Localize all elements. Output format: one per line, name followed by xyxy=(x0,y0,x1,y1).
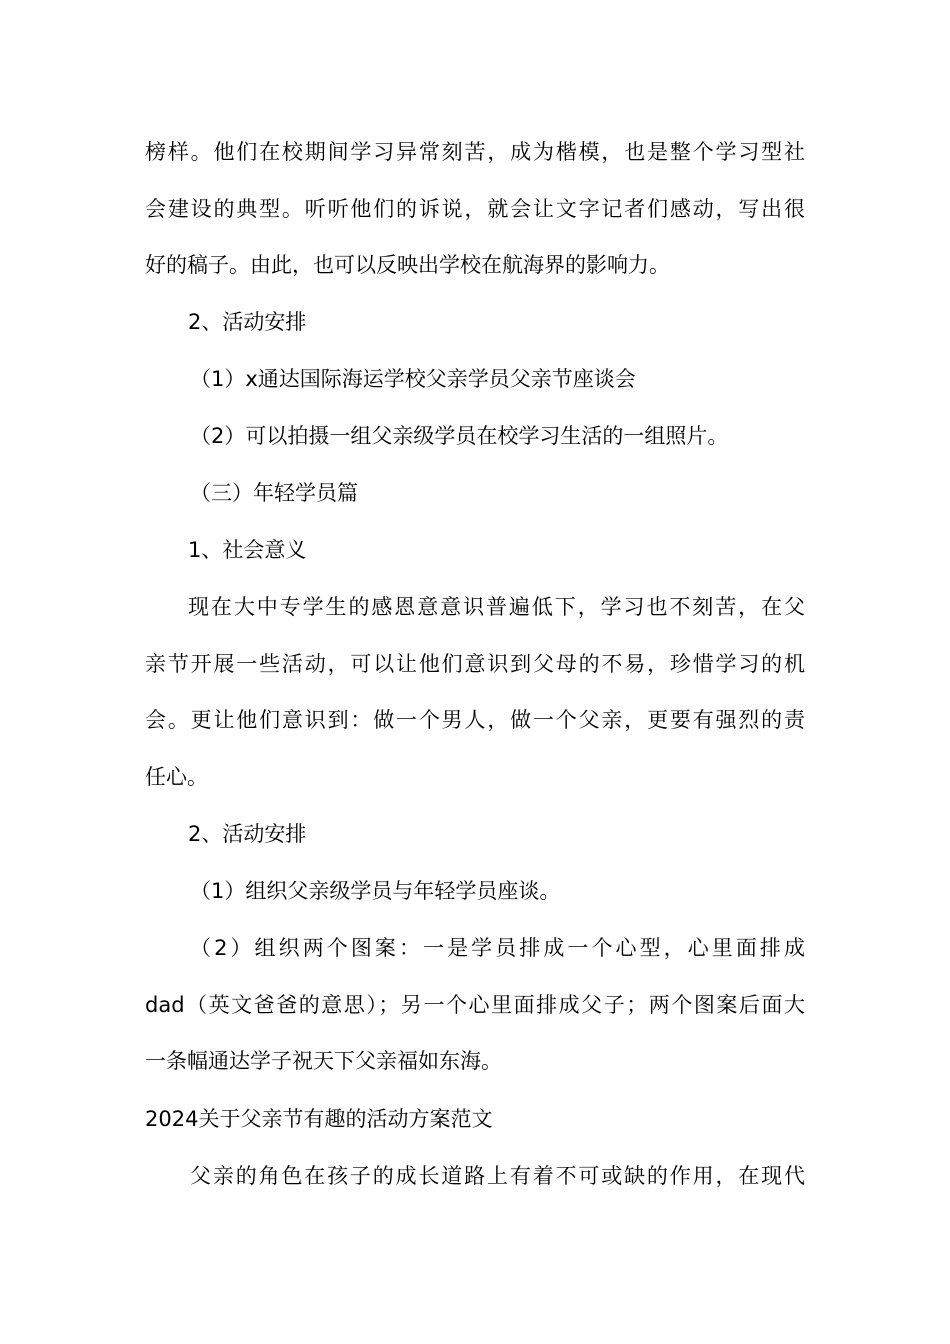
section-heading: 2、活动安排 xyxy=(188,822,307,846)
section-heading: （三）年轻学员篇 xyxy=(190,481,358,505)
list-item: （2）可以拍摄一组父亲级学员在校学习生活的一组照片。 xyxy=(190,424,729,448)
paragraph-line: 榜样。他们在校期间学习异常刻苦，成为楷模，也是整个学习型社 xyxy=(145,140,805,164)
paragraph-line: 会。更让他们意识到：做一个男人，做一个父亲，更要有强烈的责 xyxy=(145,708,805,732)
list-item: （2）组织两个图案：一是学员排成一个心型，心里面排成 xyxy=(190,936,805,960)
paragraph-line: 会建设的典型。听听他们的诉说，就会让文字记者们感动，写出很 xyxy=(145,197,805,221)
section-heading: 1、社会意义 xyxy=(188,538,307,562)
list-item: （1）组织父亲级学员与年轻学员座谈。 xyxy=(190,879,561,903)
paragraph-line: 任心。 xyxy=(145,765,208,789)
document-title: 2024关于父亲节有趣的活动方案范文 xyxy=(145,1107,493,1131)
paragraph-line: 父亲的角色在孩子的成长道路上有着不可或缺的作用，在现代 xyxy=(190,1164,805,1188)
list-item: （1）x通达国际海运学校父亲学员父亲节座谈会 xyxy=(190,367,636,391)
paragraph-line: 现在大中专学生的感恩意意识普遍低下，学习也不刻苦，在父 xyxy=(188,595,805,619)
section-heading: 2、活动安排 xyxy=(188,310,307,334)
paragraph-line: 一条幅通达学子祝天下父亲福如东海。 xyxy=(145,1049,502,1073)
paragraph-line: 亲节开展一些活动，可以让他们意识到父母的不易，珍惜学习的机 xyxy=(145,652,805,676)
paragraph-line: dad（英文爸爸的意思）；另一个心里面排成父子；两个图案后面大 xyxy=(145,993,805,1017)
paragraph-line: 好的稿子。由此，也可以反映出学校在航海界的影响力。 xyxy=(145,253,670,277)
